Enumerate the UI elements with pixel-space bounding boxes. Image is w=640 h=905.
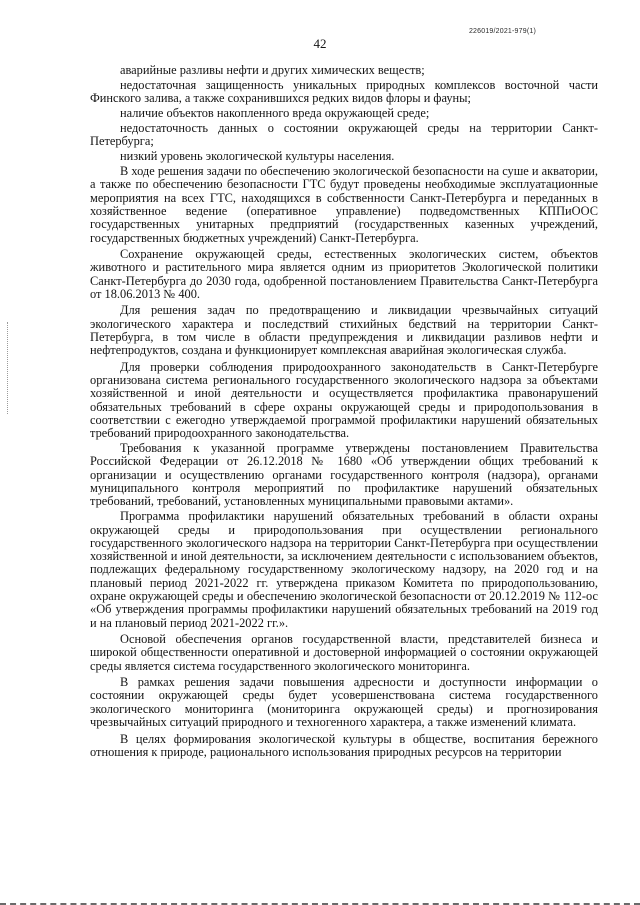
paragraph: недостаточная защищенность уникальных природных комплексов восточной части Финского залива, а также сохранившихся редких видов флоры и фауны; — [90, 77, 598, 106]
document-id: 226019/2021-979(1) — [468, 28, 536, 35]
paragraph: Сохранение окружающей среды, естественных экологических систем, объектов животного и растительного мира является одним из приоритетов Экологической политики Санкт-Петербурга до 2030 года, одобренной постановлением Правительства Санкт-Петербурга от 18.06.2013 № 400. — [90, 247, 598, 301]
paragraph: В ходе решения задачи по обеспечению экологической безопасности на суше и акватории, а также по обеспечению безопасности ГТС будут проведены необходимые эксплуатационные мероприятия на всех ГТС, находящихся в собственности Санкт-Петербурга и переданных в хозяйственное ведение (оперативное управление) подведомственных КППиООС государственных унитарных предприятий (государственных казенных учреждений, государственных бюджетных учреждений) Санкт-Петербурга. — [90, 164, 598, 245]
paragraph: В целях формирования экологической культуры в обществе, воспитания бережного отношения к природе, рационального использования природных ресурсов на территории — [90, 731, 598, 759]
page-body — [90, 64, 598, 761]
paragraph: низкий уровень экологической культуры населения. — [120, 149, 395, 164]
paragraph: Для проверки соблюдения природоохранного законодательств в Санкт-Петербурге организована система регионального государственного экологического надзора за объектами хозяйственной и иной деятельности и осуществляется профилактика правонарушений обязательных требований в сфере охраны окружающей среды и природопользования в соответствии с ежегодно утверждаемой программой профилактики нарушений обязательных требований природоохранного законодательства. — [90, 359, 598, 441]
paragraph: Основой обеспечения органов государственной власти, представителей бизнеса и широкой общественности оперативной и достоверной информацией о состоянии окружающей среды является система государственного экологического мониторинга. — [90, 632, 598, 673]
paragraph: Программа профилактики нарушений обязательных требований в области охраны окружающей среды и природопользования при осуществлении регионального государственного экологического надзора на территории Санкт-Петербурга при осуществлении хозяйственной и иной деятельности, за исключением деятельности с использованием объектов, подлежащих федеральному государственному экологическому надзору, на 2020 год и на плановый период 2021-2022 гг. утверждена приказом Комитета по природопользованию, охране окружающей среды и обеспечению экологической безопасности от 20.12.2019 № 112-ос «Об утверждения программы профилактики нарушений обязательных требований на 2019 год и на плановый период 2021-2022 гг.». — [90, 509, 598, 630]
paragraph: Требования к указанной программе утверждены постановлением Правительства Российской Федерации от 26.12.2018 № 1680 «Об утверждении общих требований к организации и осуществлению органами государственного контроля (надзора), органами муниципального контроля мероприятий по профилактике нарушений обязательных требований, требований, установленных муниципальными правовыми актами». — [90, 441, 598, 509]
paragraph: наличие объектов накопленного вреда окружающей среде; — [120, 106, 430, 121]
paragraph: В рамках решения задачи повышения адресности и доступности информации о состоянии окружающей среды будет усовершенствована система государственного экологического мониторинга (мониторинга окружающей среды) и прогнозирования чрезвычайных ситуаций природного и техногенного характера, а также изменений климата. — [90, 675, 598, 730]
page-number: 42 — [313, 36, 327, 51]
paragraph: аварийные разливы нефти и других химических веществ; — [120, 63, 425, 77]
paragraph: недостаточность данных о состоянии окружающей среды на территории Санкт-Петербурга; — [90, 120, 598, 149]
paragraph: Для решения задач по предотвращению и ликвидации чрезвычайных ситуаций экологического характера и последствий стихийных бедствий на территории Санкт-Петербурга, в том числе в области предупреждения и ликвидации разливов нефти и нефтепродуктов, создана и функционирует комплексная аварийная экологическая служба. — [90, 303, 598, 358]
scan-margin-marks — [7, 322, 10, 414]
